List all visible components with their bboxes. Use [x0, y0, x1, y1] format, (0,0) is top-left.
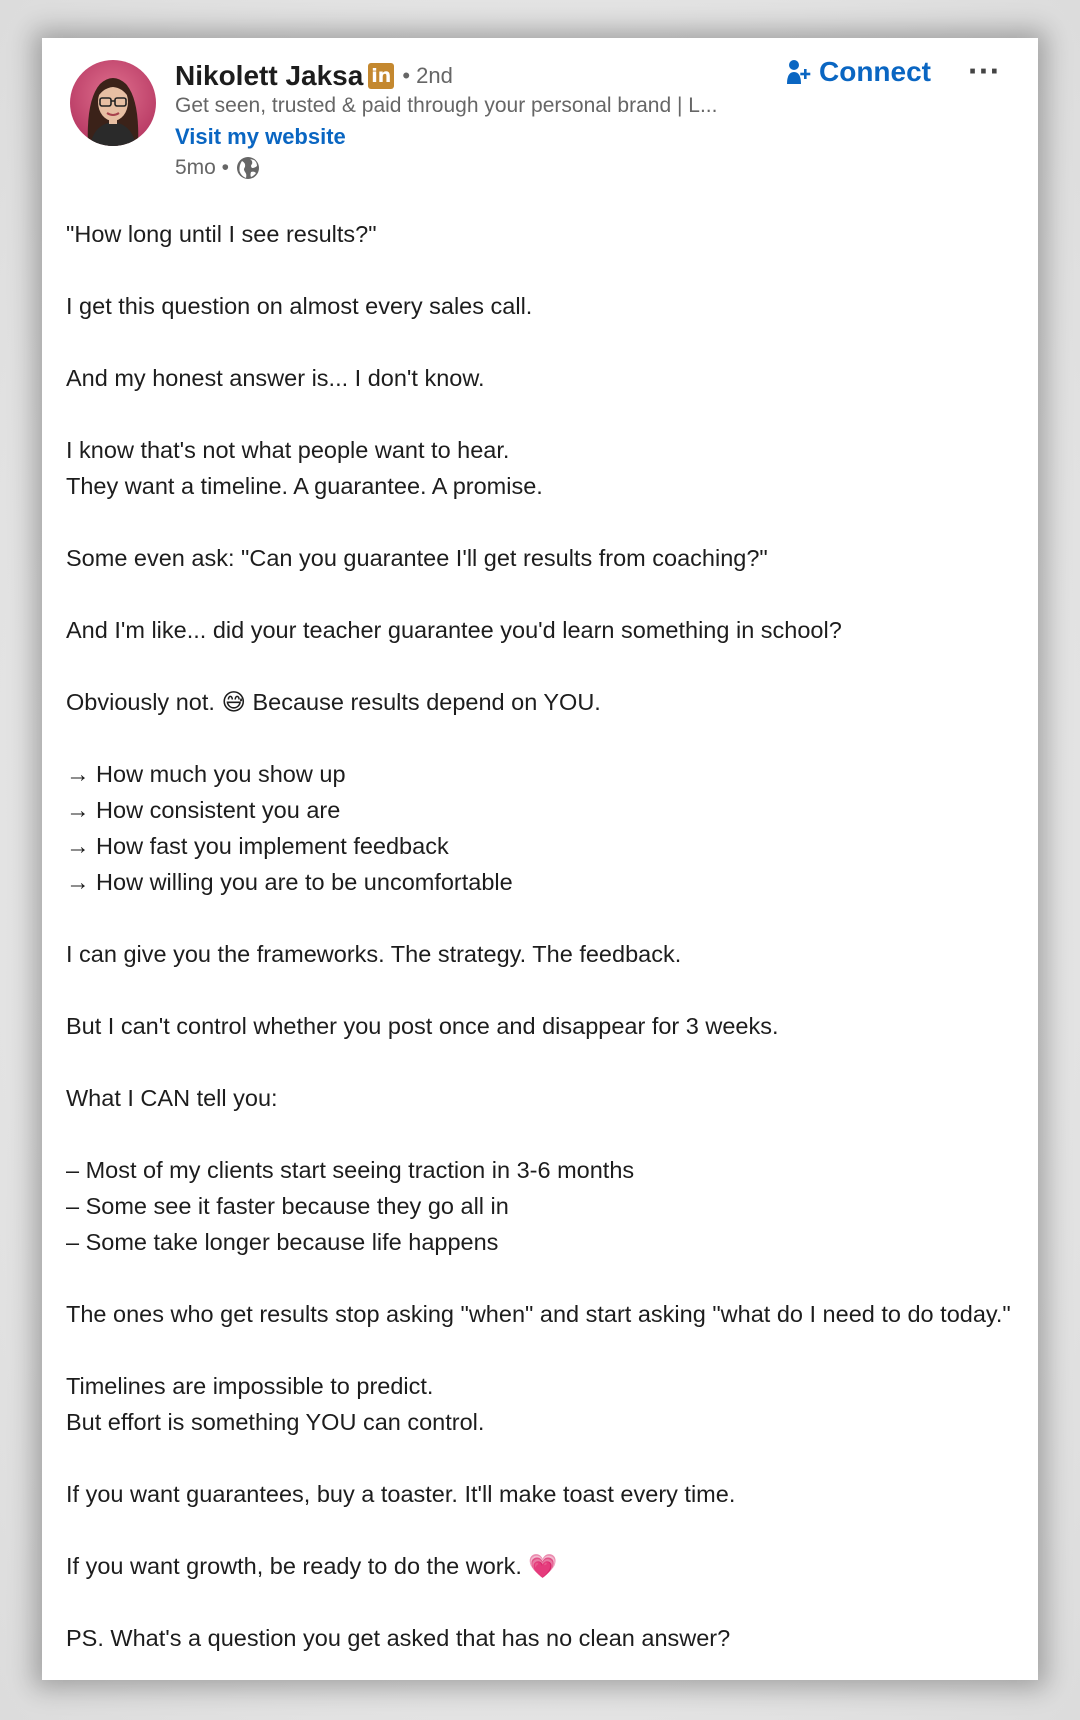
post-paragraph [66, 1296, 1016, 1332]
dash-list-item: – Some see it faster because they go all in [66, 1193, 509, 1219]
dash-list [66, 1152, 1016, 1260]
linkedin-post-card [42, 38, 1038, 1680]
post-paragraph [66, 1368, 1016, 1440]
more-options-button[interactable] [962, 50, 1006, 94]
post-line: And I'm like... did your teacher guarantee you'd learn something in school? [66, 617, 842, 643]
post-paragraph [66, 1008, 1016, 1044]
post-line: The ones who get results stop asking "when" and start asking "what do I need to do today." [66, 1301, 1011, 1327]
post-line: But effort is something YOU can control. [66, 1409, 485, 1435]
author-avatar[interactable] [70, 60, 156, 146]
sweat-smile-emoji-icon: 😅 [221, 688, 246, 716]
post-text: Because results depend on YOU. [245, 689, 601, 715]
arrow-list [66, 756, 1016, 900]
post-line: Timelines are impossible to predict. [66, 1373, 434, 1399]
connection-degree: • 2nd [402, 63, 453, 88]
connect-label: Connect [819, 56, 931, 87]
globe-icon [235, 155, 261, 181]
post-paragraph [66, 1548, 1016, 1584]
post-line [66, 684, 1016, 720]
post-paragraph [66, 540, 1016, 576]
visit-website-link[interactable]: Visit my website [175, 124, 346, 149]
linkedin-premium-icon: in [368, 63, 394, 89]
arrow-list-item: → How consistent you are [66, 797, 341, 823]
post-age: 5mo • [175, 156, 230, 179]
post-line: And my honest answer is... I don't know. [66, 365, 485, 391]
post-timestamp [175, 155, 261, 181]
post-line: I can give you the frameworks. The strategy. The feedback. [66, 941, 682, 967]
post-line: PS. What's a question you get asked that has no clean answer? [66, 1625, 731, 1651]
post-line: Some even ask: "Can you guarantee I'll get results from coaching?" [66, 545, 768, 571]
post-text: If you want growth, be ready to do the work. [66, 1553, 529, 1579]
post-line [66, 1548, 1016, 1584]
arrow-list-item: → How willing you are to be uncomfortable [66, 869, 513, 895]
post-paragraph [66, 1476, 1016, 1512]
author-name-row [175, 56, 453, 96]
arrow-list-item: → How much you show up [66, 761, 346, 787]
post-paragraph [66, 432, 1016, 504]
post-line: "How long until I see results?" [66, 221, 377, 247]
post-paragraph [66, 1620, 1016, 1656]
post-paragraph [66, 936, 1016, 972]
author-name[interactable]: Nikolett Jaksa [175, 60, 364, 91]
post-paragraph [66, 216, 1016, 252]
ellipsis-icon: ··· [967, 57, 1001, 87]
post-line: If you want guarantees, buy a toaster. It'll make toast every time. [66, 1481, 736, 1507]
post-line: I get this question on almost every sales call. [66, 293, 533, 319]
post-line: I know that's not what people want to hear. [66, 437, 510, 463]
arrow-list-item: → How fast you implement feedback [66, 833, 449, 859]
post-paragraph [66, 360, 1016, 396]
avatar-portrait-icon [70, 60, 156, 146]
post-paragraph [66, 1080, 1016, 1116]
connect-button[interactable] [787, 50, 931, 94]
add-person-icon [787, 59, 811, 85]
author-headline: Get seen, trusted & paid through your personal brand | L... [175, 94, 718, 117]
pink-heart-emoji-icon: 💗 [528, 1552, 558, 1580]
post-text: Obviously not. [66, 689, 222, 715]
dash-list-item: – Most of my clients start seeing traction in 3-6 months [66, 1157, 635, 1183]
post-paragraph [66, 288, 1016, 324]
post-body [66, 216, 1016, 1692]
dash-list-item: – Some take longer because life happens [66, 1229, 499, 1255]
post-line: But I can't control whether you post once and disappear for 3 weeks. [66, 1013, 779, 1039]
post-paragraph [66, 612, 1016, 648]
post-paragraph [66, 684, 1016, 720]
post-line: What I CAN tell you: [66, 1085, 278, 1111]
post-line: They want a timeline. A guarantee. A promise. [66, 473, 543, 499]
